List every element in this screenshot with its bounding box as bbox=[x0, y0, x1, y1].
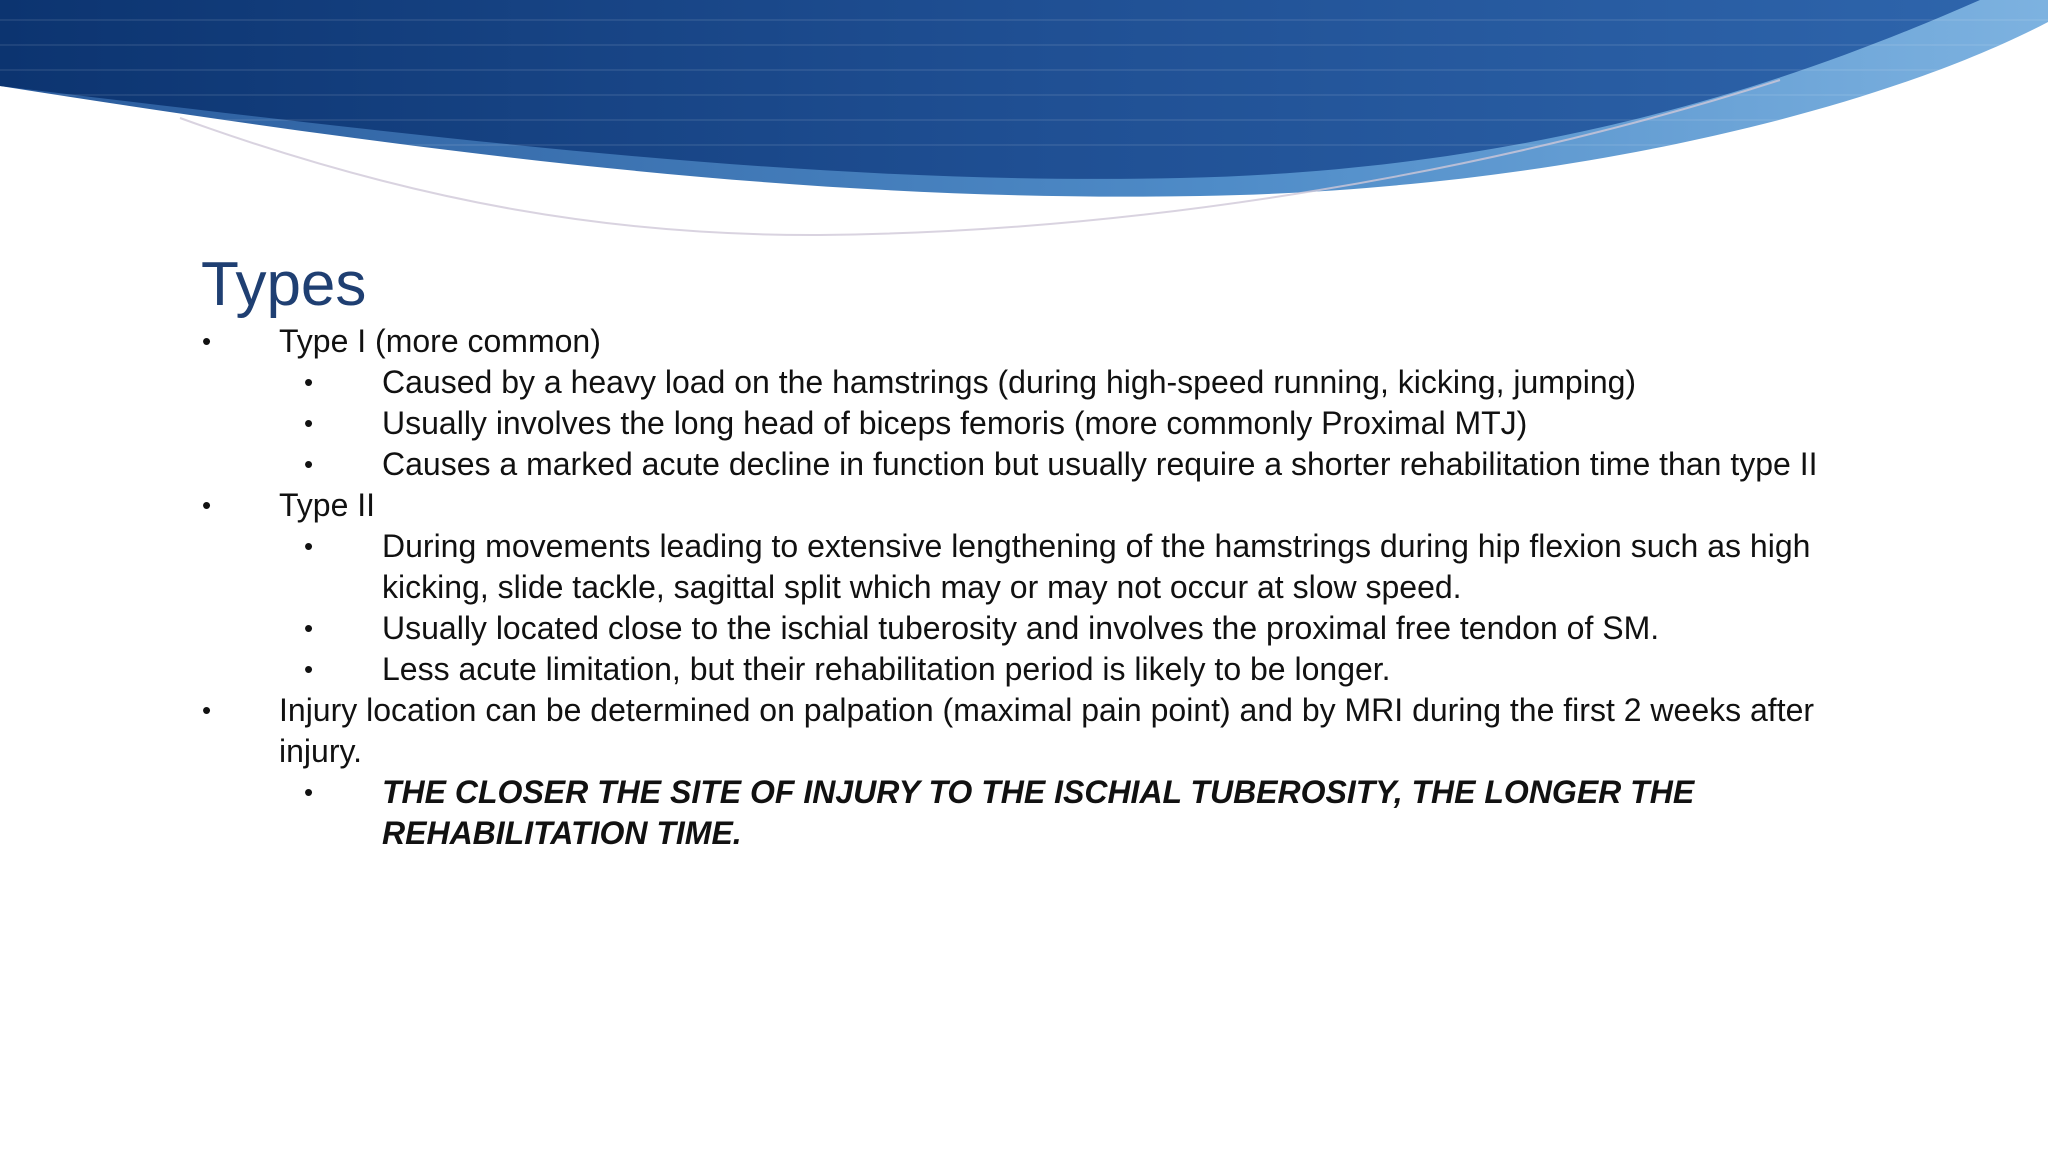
list-item-text: Usually located close to the ischial tuberosity and involves the proximal free tendon of SM. bbox=[382, 610, 1660, 646]
list-item-text: Causes a marked acute decline in function but usually require a shorter rehabilitation time than type II bbox=[382, 446, 1818, 482]
bullet-icon: • bbox=[202, 326, 212, 356]
bullet-icon: • bbox=[304, 449, 314, 479]
bullet-icon: • bbox=[304, 777, 314, 807]
bullet-icon: • bbox=[202, 695, 212, 725]
list-item bbox=[190, 362, 1840, 403]
bullet-icon: • bbox=[304, 613, 314, 643]
list-item-text: Usually involves the long head of biceps femoris (more commonly Proximal MTJ) bbox=[382, 405, 1528, 441]
list-item bbox=[190, 403, 1840, 444]
emphasis-text: THE CLOSER THE SITE OF INJURY TO THE ISCHIAL TUBEROSITY, THE LONGER THE REHABILITATION TIME. bbox=[382, 774, 1695, 851]
bullet-icon: • bbox=[304, 408, 314, 438]
list-item bbox=[190, 526, 1840, 608]
list-item bbox=[190, 690, 1840, 772]
list-item bbox=[190, 321, 1840, 362]
list-item-text: Type II bbox=[279, 487, 376, 523]
list-item bbox=[190, 485, 1840, 526]
list-item bbox=[190, 772, 1840, 854]
header-banner bbox=[0, 0, 2048, 260]
banner-main-band bbox=[0, 0, 2048, 179]
list-item-text: Caused by a heavy load on the hamstrings (during high-speed running, kicking, jumping) bbox=[382, 364, 1637, 400]
bullet-icon: • bbox=[304, 654, 314, 684]
list-item bbox=[190, 649, 1840, 690]
bullet-icon: • bbox=[304, 367, 314, 397]
list-item bbox=[190, 444, 1840, 485]
bullet-list bbox=[190, 321, 1840, 854]
list-item-text: During movements leading to extensive lengthening of the hamstrings during hip flexion such as high kicking, slide tackle, sagittal split which may or may not occur at slow speed. bbox=[382, 528, 1811, 605]
list-item-text: Type I (more common) bbox=[279, 323, 601, 359]
bullet-icon: • bbox=[202, 490, 212, 520]
slide-title: Types bbox=[201, 250, 367, 319]
list-item-text: Less acute limitation, but their rehabilitation period is likely to be longer. bbox=[382, 651, 1391, 687]
list-item-text: Injury location can be determined on palpation (maximal pain point) and by MRI during the first 2 weeks after injury. bbox=[279, 692, 1815, 769]
list-item bbox=[190, 608, 1840, 649]
bullet-icon: • bbox=[304, 531, 314, 561]
